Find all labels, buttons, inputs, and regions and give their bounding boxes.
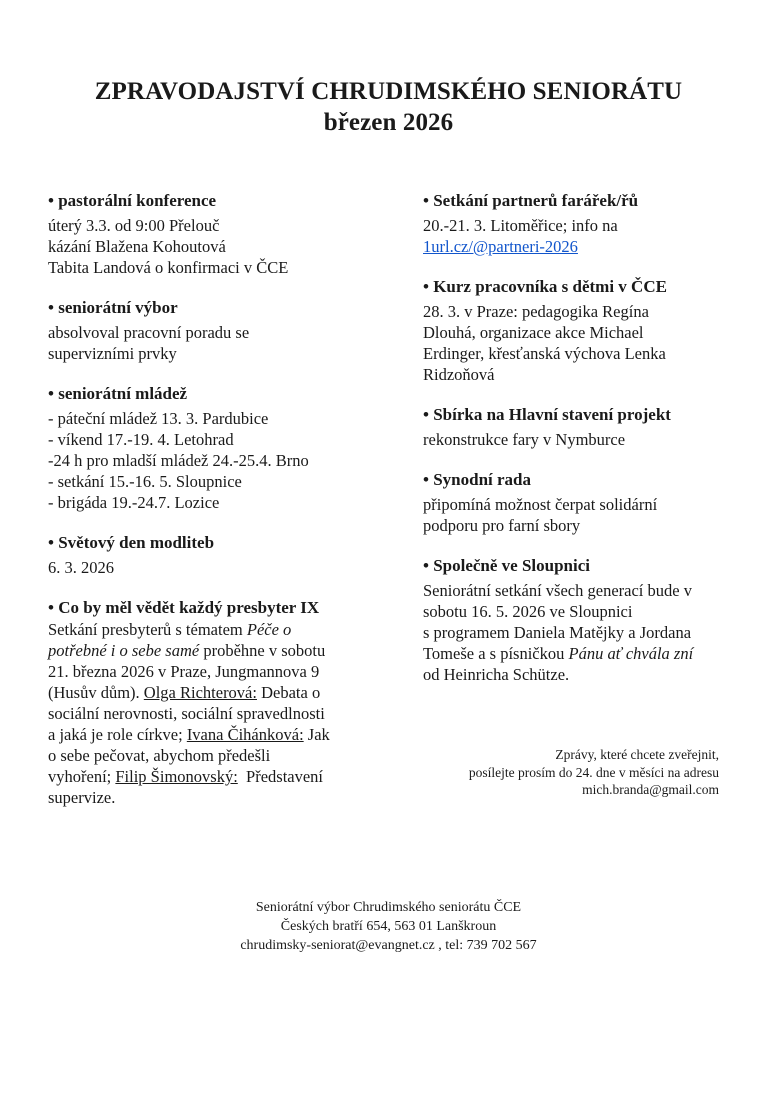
list-item: - brigáda 19.-24.7. Lozice [48, 493, 220, 512]
bullet-icon: • [48, 298, 54, 317]
speaker-name: Filip Šimonovský: [115, 767, 238, 786]
section-pastoral-conference [48, 190, 368, 278]
left-column [48, 190, 368, 827]
section-heading: • pastorální konference [48, 191, 217, 210]
list-item: -24 h pro mladší mládež 24.-25.4. Brno [48, 451, 309, 470]
section-body [48, 408, 368, 513]
list-item: - víkend 17.-19. 4. Letohrad [48, 430, 234, 449]
bullet-icon: • [423, 470, 429, 489]
partners-info-link[interactable]: 1url.cz/@partneri-2026 [423, 237, 578, 256]
submission-notice: Zprávy, které chcete zveřejnit, posílejte prosím do 24. dne v měsíci na adresu mich.branda@gmail.com [468, 747, 719, 797]
section-body: připomíná možnost čerpat solidární podporu pro farní sbory [423, 495, 658, 535]
section-heading: • Setkání partnerů farářek/řů [423, 191, 639, 210]
section-body: 20.-21. 3. Litoměřice; info na 1url.cz/@partneri-2026 [423, 216, 618, 256]
bullet-icon: • [423, 191, 429, 210]
section-children-worker-course [423, 276, 743, 385]
section-body: 6. 3. 2026 [48, 558, 114, 577]
speaker-name: Olga Richterová: [143, 683, 257, 702]
section-body: rekonstrukce fary v Nymburce [423, 430, 626, 449]
section-heading: • Co by měl vědět každý presbyter IX [48, 598, 320, 617]
bullet-icon: • [423, 405, 429, 424]
section-heading: • seniorátní mládež [48, 384, 188, 403]
section-body: Seniorátní setkání všech generací bude v sobotu 16. 5. 2026 ve Sloupnici s programem Daniela Matějky a Jordana Tomeše a s písničkou Pánu ať chvála zní od Heinricha Schütze. [423, 581, 694, 684]
section-heading: • Světový den modliteb [48, 533, 215, 552]
footer-organization: Seniorátní výbor Chrudimského seniorátu ČCE [255, 900, 522, 915]
section-body: absolvoval pracovní poradu se supervizními prvky [48, 323, 250, 363]
newsletter-title [0, 76, 777, 138]
section-heading: • Sbírka na Hlavní stavení projekt [423, 405, 671, 424]
topic-title: Péče o [246, 620, 292, 639]
section-world-prayer-day [48, 532, 368, 578]
bullet-icon: • [48, 384, 54, 403]
bullet-icon: • [48, 533, 54, 552]
title-main: ZPRAVODAJSTVÍ CHRUDIMSKÉHO SENIORÁTU [94, 78, 683, 105]
section-partners-meeting [423, 190, 743, 257]
topic-title: potřebné i o sebe samé [48, 641, 200, 660]
bullet-icon: • [423, 556, 429, 575]
footer-contact: chrudimsky-seniorat@evangnet.cz , tel: 739 702 567 [240, 938, 537, 953]
section-senior-youth [48, 383, 368, 513]
right-column [423, 190, 743, 704]
section-heading: • Kurz pracovníka s dětmi v ČCE [423, 277, 667, 296]
contact-email: mich.branda@gmail.com [582, 782, 719, 797]
section-body: úterý 3.3. od 9:00 Přelouč kázání Blažena Kohoutová Tabita Landová o konfirmaci v ČCE [48, 216, 289, 277]
bullet-icon: • [423, 277, 429, 296]
list-item: - setkání 15.-16. 5. Sloupnice [48, 472, 242, 491]
section-body: 28. 3. v Praze: pedagogika Regína Dlouhá, organizace akce Michael Erdinger, křesťanská výchova Lenka Ridzoňová [423, 302, 666, 384]
bullet-icon: • [48, 598, 54, 617]
section-presbyter [48, 597, 368, 808]
section-heading: • seniorátní výbor [48, 298, 178, 317]
section-body: Setkání presbyterů s tématem Péče o potřebné i o sebe samé proběhne v sobotu 21. března 2026 v Praze, Jungmannova 9 (Husův dům). Olga Richterová: Debata o sociální nerovnosti, sociální spravedlnosti a jaká je role církve; Ivana Čihánková: Jak o sebe pečovat, abychom předešli vyhoření; Filip Šimonovský: Představení supervize. [48, 620, 330, 807]
section-heading: • Společně ve Sloupnici [423, 556, 591, 575]
speaker-name: Ivana Čihánková: [186, 725, 304, 744]
section-heading: • Synodní rada [423, 470, 531, 489]
section-senior-committee [48, 297, 368, 364]
list-item: - páteční mládež 13. 3. Pardubice [48, 409, 269, 428]
section-synod-council [423, 469, 743, 536]
footer-address: Českých bratří 654, 563 01 Lanškroun [280, 919, 497, 934]
bullet-icon: • [48, 191, 54, 210]
footer [0, 898, 777, 955]
section-collection [423, 404, 743, 450]
song-title: Pánu ať chvála zní [568, 644, 694, 663]
section-together-sloupnice [423, 555, 743, 685]
title-month: březen 2026 [323, 109, 454, 136]
